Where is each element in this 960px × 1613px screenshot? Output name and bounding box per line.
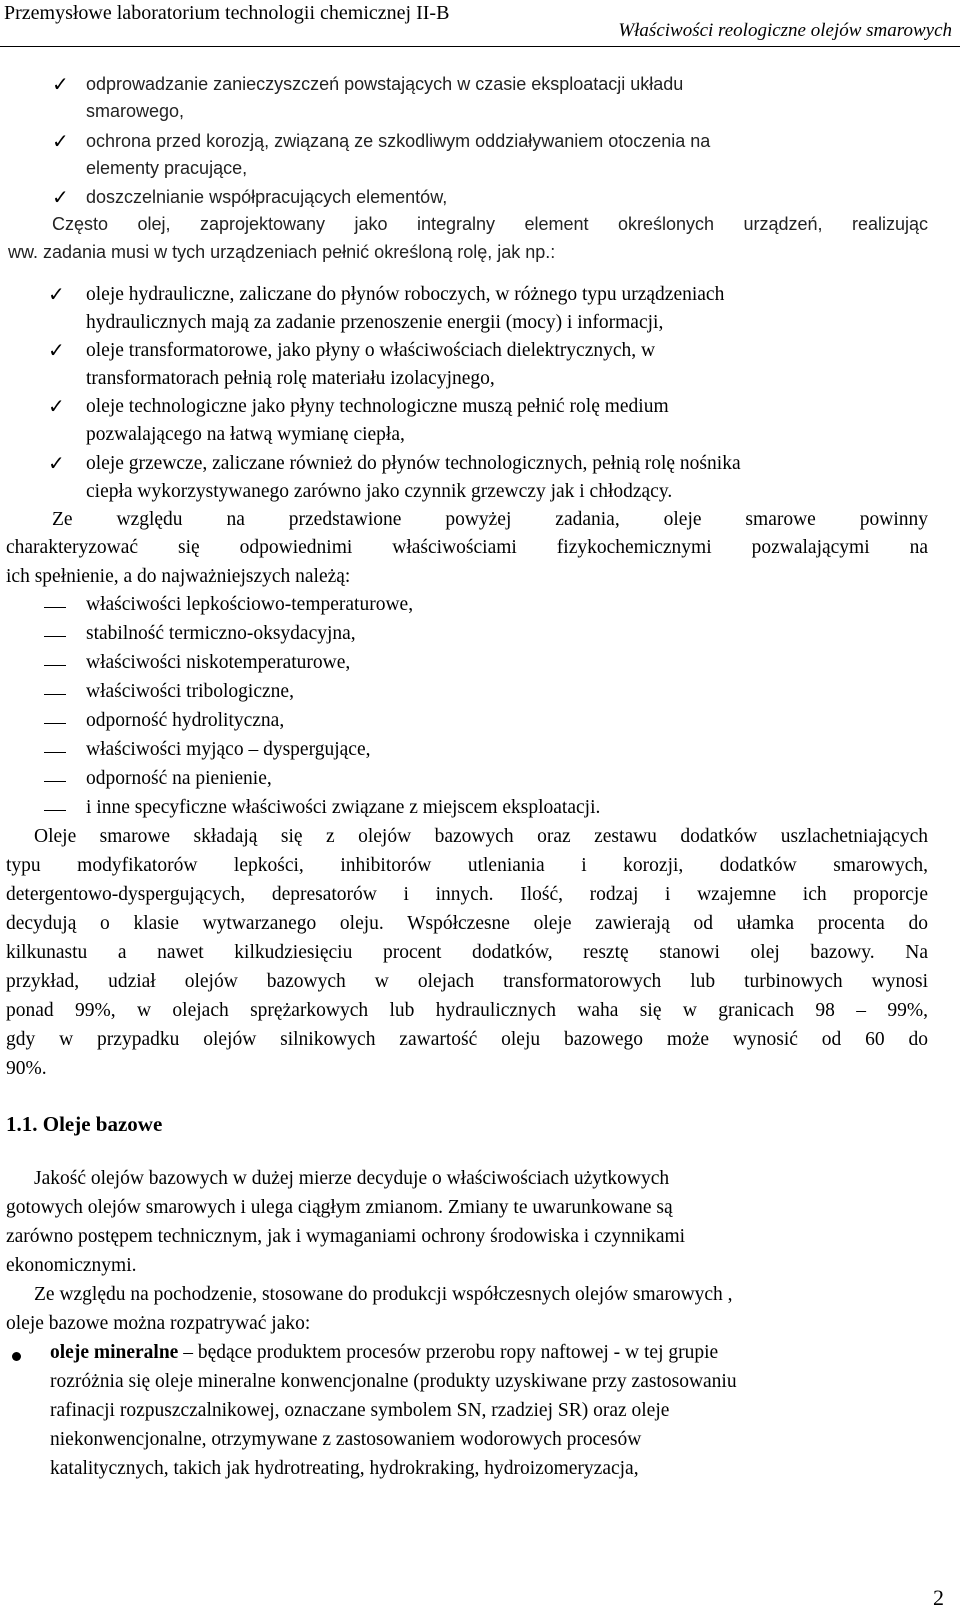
dash-bullet	[44, 723, 66, 724]
paragraph-line: kilkunastu a nawet kilkudziesięciu procent dodatków, resztę stanowi olej bazowy. Na	[6, 942, 928, 963]
paragraph-line: Jakość olejów bazowych w dużej mierze decyduje o właściwościach użytkowych	[34, 1168, 670, 1189]
page-header	[0, 0, 960, 47]
dash-bullet	[44, 665, 66, 666]
section-heading: 1.1. Oleje bazowe	[6, 1112, 163, 1136]
dash-bullet	[44, 810, 66, 811]
paragraph-line: gotowych olejów smarowych i ulega ciągłym zmianom. Zmiany te uwarunkowane są	[6, 1197, 673, 1218]
paragraph-line: zarówno postępem technicznym, jak i wymaganiami ochrony środowiska i czynnikami	[6, 1226, 686, 1247]
bullet-item-text: – będące produktem procesów przerobu ropy naftowej - w tej grupie	[178, 1342, 719, 1363]
check-item-text: pozwalającego na łatwą wymianę ciepła,	[86, 424, 405, 445]
paragraph-line: ekonomicznymi.	[6, 1255, 137, 1276]
header-topic-title: Właściwości reologiczne olejów smarowych	[618, 20, 952, 41]
bullet-item-line: niekonwencjonalne, otrzymywane z zastosowaniem wodorowych procesów	[50, 1429, 642, 1450]
bullet-dot	[12, 1352, 21, 1361]
paragraph-line: Oleje smarowe składają się z olejów bazowych oraz zestawu dodatków uszlachetniających	[34, 826, 928, 847]
bullet-item-first-line	[50, 1342, 718, 1364]
paragraph-line: 90%.	[6, 1058, 47, 1079]
paragraph-line: oleje bazowe można rozpatrywać jako:	[6, 1313, 311, 1334]
dash-item-text: stabilność termiczno-oksydacyjna,	[86, 623, 356, 644]
bullet-item-line: rozróżnia się oleje mineralne konwencjonalne (produkty uzyskiwane przy zastosowaniu	[50, 1371, 737, 1392]
check-item-text: ciepła wykorzystywanego zarówno jako czynnik grzewczy jak i chłodzący.	[86, 481, 673, 502]
check-item-text: odprowadzanie zanieczyszczeń powstających w czasie eksploatacji układu	[86, 74, 684, 94]
check-item-text: elementy pracujące,	[86, 158, 248, 178]
dash-item-text: odporność hydrolityczna,	[86, 710, 285, 731]
checkmark-icon: ✓	[48, 394, 65, 418]
header-course-title: Przemysłowe laboratorium technologii chemicznej II-B	[4, 2, 450, 24]
paragraph-line: detergentowo-dyspergujących, depresatorów i innych. Ilość, rodzaj i wzajemne ich proporcje	[6, 884, 928, 905]
dash-bullet	[44, 694, 66, 695]
check-item-text: hydraulicznych mają za zadanie przenoszenie energii (mocy) i informacji,	[86, 312, 664, 333]
paragraph-line: Ze względu na pochodzenie, stosowane do produkcji współczesnych olejów smarowych ,	[34, 1284, 733, 1305]
check-item-text: doszczelnianie współpracujących elementów,	[86, 187, 448, 207]
paragraph-line: typu modyfikatorów lepkości, inhibitorów utleniania i korozji, dodatków smarowych,	[6, 855, 928, 876]
check-item-text: oleje technologiczne jako płyny technologiczne muszą pełnić rolę medium	[86, 396, 669, 417]
dash-item-text: i inne specyficzne właściwości związane z miejscem eksploatacji.	[86, 797, 601, 818]
paragraph-line: Ze względu na przedstawione powyżej zadania, oleje smarowe powinny	[52, 509, 928, 530]
checkmark-icon: ✓	[52, 72, 69, 96]
paragraph-line: decydują o klasie wytwarzanego oleju. Współczesne oleje zawierają od ułamka procenta do	[6, 913, 928, 934]
checkmark-icon: ✓	[48, 338, 65, 362]
bullet-item-bold-term: oleje mineralne	[50, 1342, 179, 1363]
paragraph-line: ww. zadania musi w tych urządzeniach pełnić określoną rolę, jak np.:	[8, 242, 556, 262]
checkmark-icon: ✓	[48, 451, 65, 475]
check-item-text: oleje transformatorowe, jako płyny o właściwościach dielektrycznych, w	[86, 340, 656, 361]
page-number: 2	[933, 1585, 944, 1610]
paragraph-line: Często olej, zaprojektowany jako integralny element określonych urządzeń, realizując	[52, 214, 928, 234]
dash-bullet	[44, 636, 66, 637]
check-item-text: oleje grzewcze, zaliczane również do płynów technologicznych, pełnią rolę nośnika	[86, 453, 741, 474]
checkmark-icon: ✓	[52, 185, 69, 209]
check-item-text: smarowego,	[86, 101, 185, 121]
check-item-text: ochrona przed korozją, związaną ze szkodliwym oddziaływaniem otoczenia na	[86, 131, 711, 151]
checkmark-icon: ✓	[52, 129, 69, 153]
paragraph-line: przykład, udział olejów bazowych w olejach transformatorowych lub turbinowych wynosi	[6, 971, 928, 992]
bullet-item-line: katalitycznych, takich jak hydrotreating, hydrokraking, hydroizomeryzacja,	[50, 1458, 639, 1479]
paragraph-line: gdy w przypadku olejów silnikowych zawartość oleju bazowego może wynosić od 60 do	[6, 1029, 928, 1050]
paragraph-line: ich spełnienie, a do najważniejszych należą:	[6, 566, 351, 587]
paragraph-line: ponad 99%, w olejach sprężarkowych lub hydraulicznych waha się w granicach 98 – 99%,	[6, 1000, 928, 1021]
dash-item-text: właściwości myjąco – dyspergujące,	[86, 739, 371, 760]
check-item-text: transformatorach pełnią rolę materiału izolacyjnego,	[86, 368, 495, 389]
paragraph-line: charakteryzować się odpowiednimi właściwościami fizykochemicznymi pozwalającymi na	[6, 537, 928, 558]
bullet-item-line: rafinacji rozpuszczalnikowej, oznaczane symbolem SN, rzadziej SR) oraz oleje	[50, 1400, 670, 1421]
dash-bullet	[44, 752, 66, 753]
dash-bullet	[44, 781, 66, 782]
dash-bullet	[44, 607, 66, 608]
dash-item-text: właściwości niskotemperaturowe,	[86, 652, 351, 673]
dash-item-text: właściwości tribologiczne,	[86, 681, 294, 702]
dash-item-text: właściwości lepkościowo-temperaturowe,	[86, 594, 414, 615]
checkmark-icon: ✓	[48, 282, 65, 306]
dash-item-text: odporność na pienienie,	[86, 768, 272, 789]
check-item-text: oleje hydrauliczne, zaliczane do płynów roboczych, w różnego typu urządzeniach	[86, 284, 725, 305]
